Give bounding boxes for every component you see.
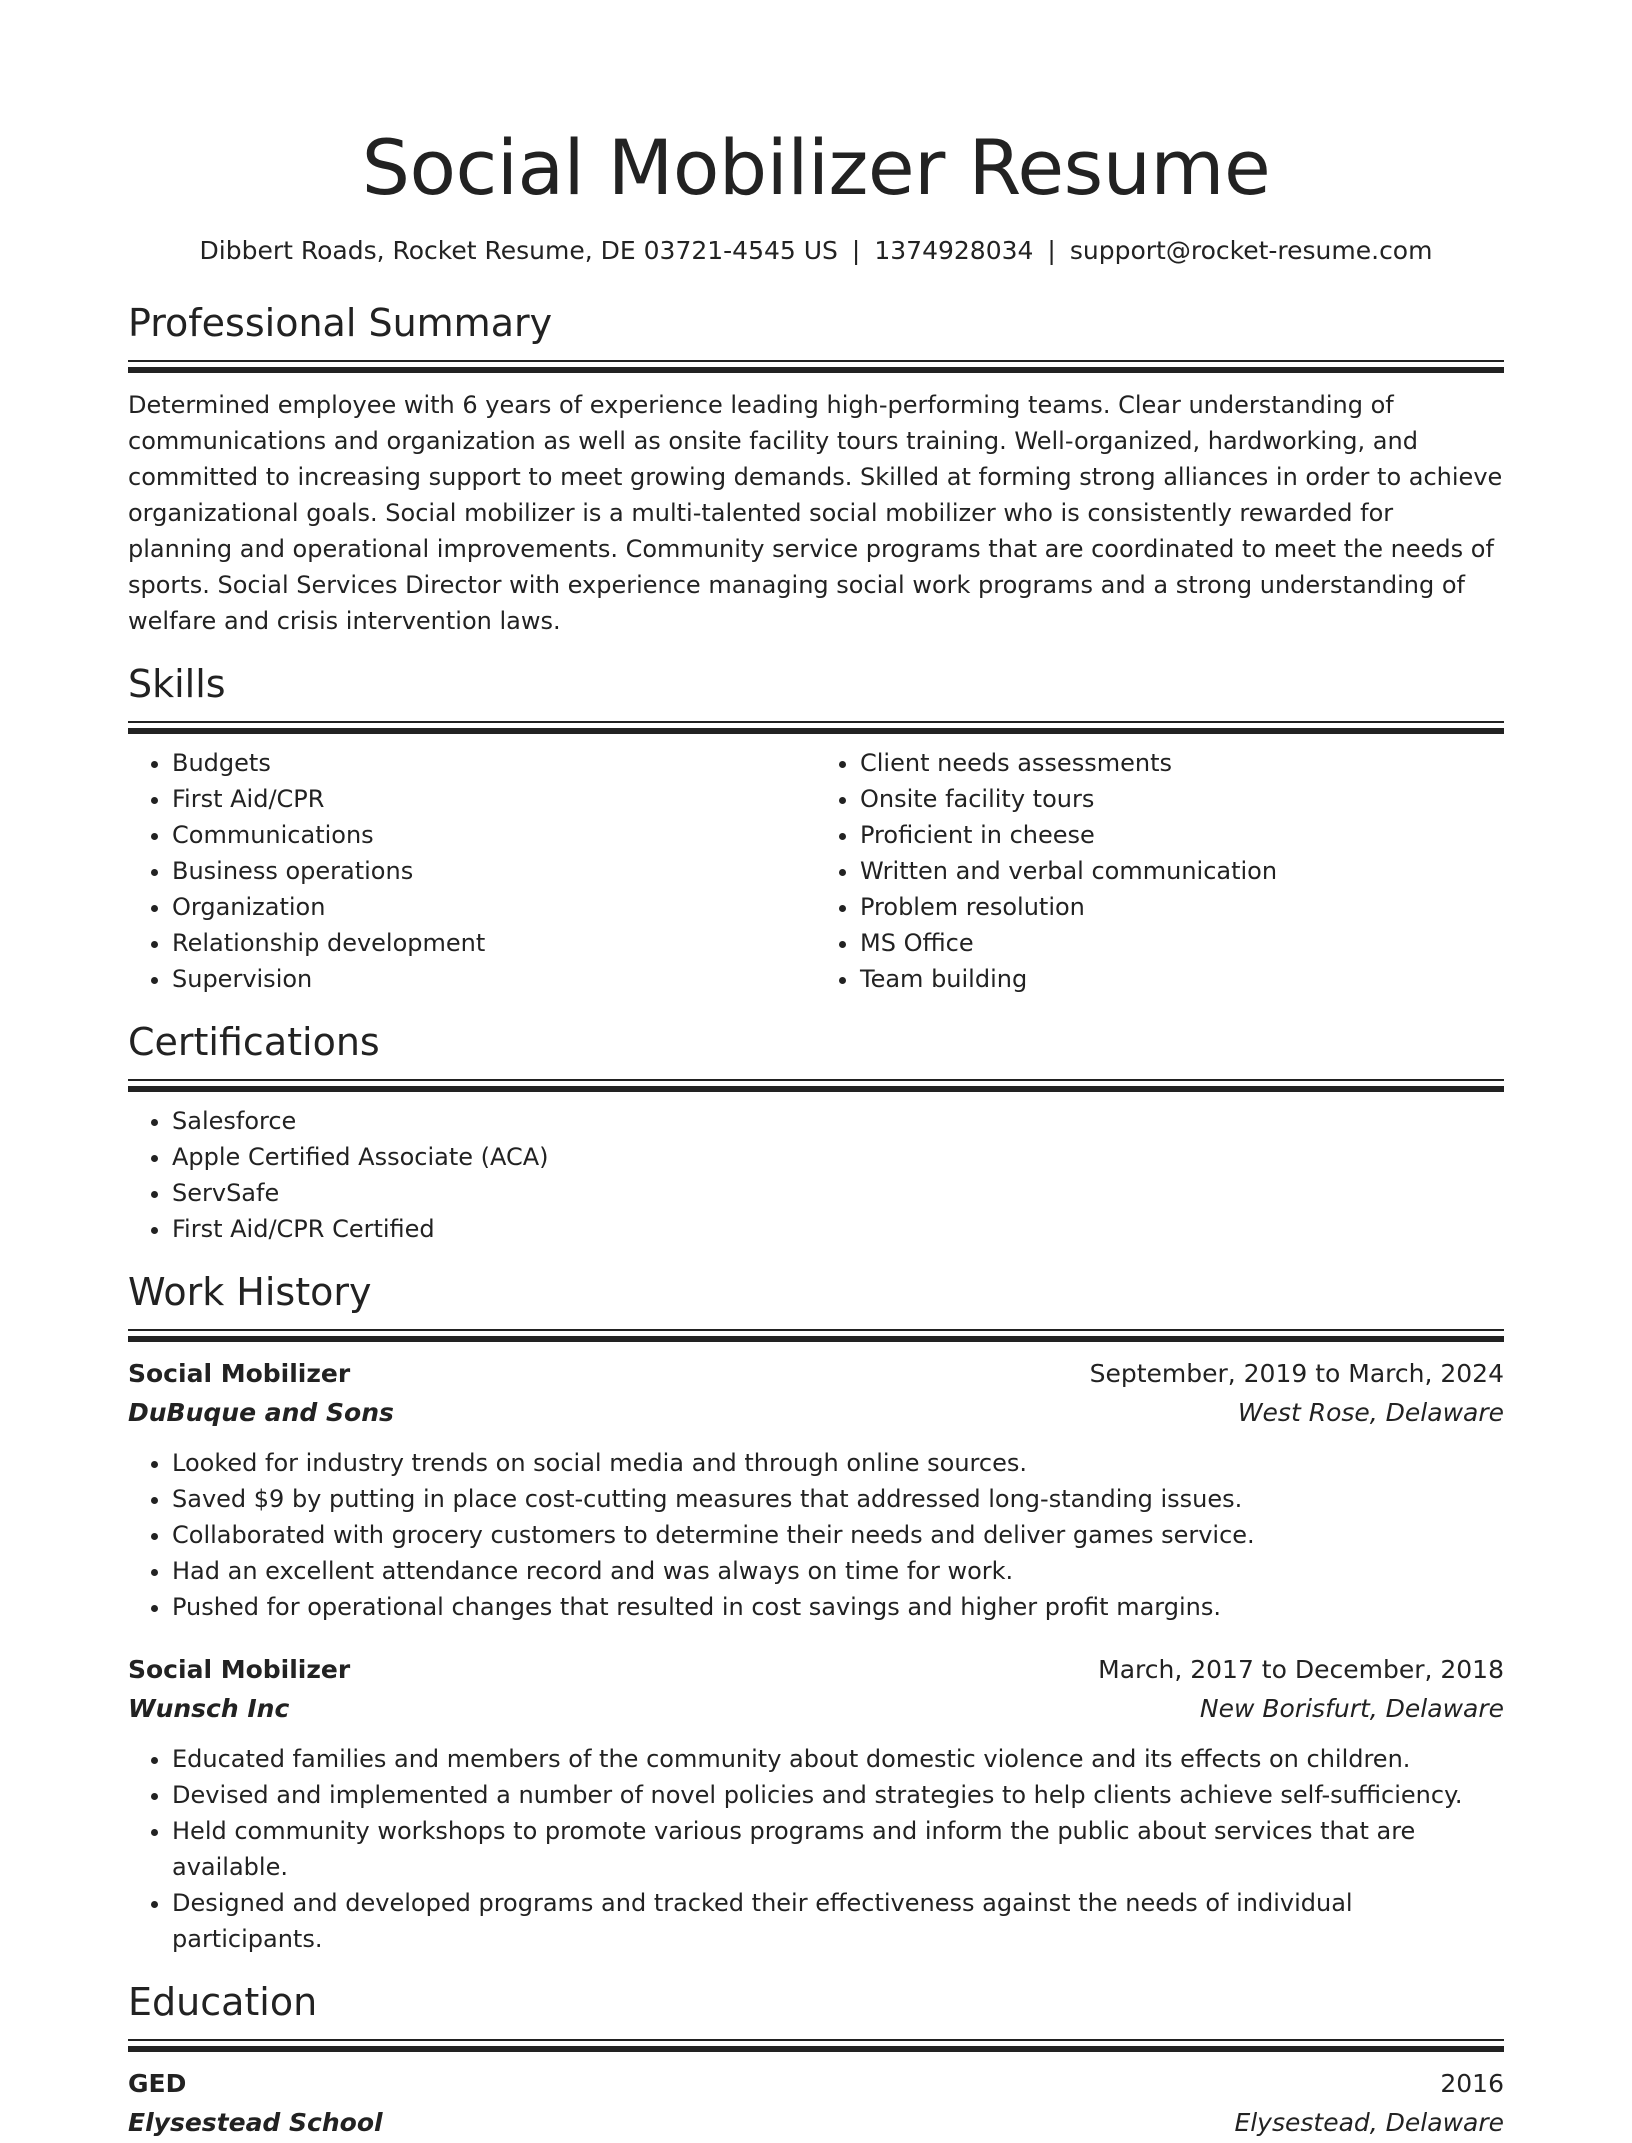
work-history-section [128, 1269, 1504, 1957]
job-entry [128, 1355, 1504, 1625]
certifications-section [128, 1019, 1504, 1247]
skill-item: • First Aid/CPR [172, 781, 816, 817]
skill-item: • Onsite facility tours [860, 781, 1504, 817]
job-bullet-item: • Had an excellent attendance record and was always on time for work. [172, 1553, 1504, 1589]
skills-grid [128, 745, 1504, 997]
education-list [128, 2065, 1504, 2143]
contact-separator: | [1047, 236, 1056, 265]
job-bullet-item: • Looked for industry trends on social media and through online sources. [172, 1445, 1504, 1481]
skill-item: • MS Office [860, 925, 1504, 961]
certifications-list [128, 1103, 1504, 1247]
certification-item: • First Aid/CPR Certified [172, 1211, 1504, 1247]
summary-section [128, 300, 1504, 639]
job-title: Social Mobilizer [128, 1655, 351, 1684]
education-entry [128, 2065, 1504, 2143]
education-header [128, 2065, 1504, 2103]
skills-section [128, 661, 1504, 997]
job-employer: DuBuque and Sons [128, 1398, 394, 1427]
job-dates: September, 2019 to March, 2024 [1089, 1359, 1504, 1388]
contact-line [128, 234, 1504, 268]
section-heading-summary: Professional Summary [128, 301, 553, 345]
job-employer: Wunsch Inc [128, 1694, 290, 1723]
certification-item: • Salesforce [172, 1103, 1504, 1139]
skill-item: • Business operations [172, 853, 816, 889]
job-bullet-item: • Saved $9 by putting in place cost-cutting measures that addressed long-standing issues. [172, 1481, 1504, 1517]
certification-item: • ServSafe [172, 1175, 1504, 1211]
education-school: Elysestead School [128, 2108, 383, 2137]
skill-item: • Budgets [172, 745, 816, 781]
skill-item: • Communications [172, 817, 816, 853]
contact-separator: | [851, 236, 861, 265]
education-year: 2016 [1440, 2069, 1504, 2098]
skill-item: • Client needs assessments [860, 745, 1504, 781]
summary-text: Determined employee with 6 years of experience leading high-performing teams. Clear understanding of communications and organization as well as onsite facility tours training. Well-organized, hardworking, and committed to increasing support to meet growing demands. Skilled at forming strong alliances in order to achieve organizational goals. Social mobilizer is a multi-talented social mobilizer who is consistently rewarded for planning and operational improvements. Community service programs that are coordinated to meet the needs of sports. Social Services Director with experience managing social work programs and a strong understanding of welfare and crisis intervention laws. [128, 391, 1503, 635]
resume-page [128, 0, 1504, 2143]
job-subheader [128, 1393, 1504, 1433]
contact-email[interactable]: support@rocket-resume.com [1069, 236, 1433, 265]
skills-list-right [816, 745, 1504, 997]
skill-item: • Problem resolution [860, 889, 1504, 925]
job-bullet-item: • Designed and developed programs and tracked their effectiveness against the needs of individual participants. [172, 1885, 1504, 1957]
job-entry [128, 1651, 1504, 1957]
section-divider [128, 721, 1504, 733]
skill-item: • Organization [172, 889, 816, 925]
job-dates: March, 2017 to December, 2018 [1098, 1655, 1504, 1684]
section-heading-certifications: Certifications [128, 1020, 380, 1064]
job-bullet-item: • Educated families and members of the community about domestic violence and its effects on children. [172, 1741, 1504, 1777]
skill-item: • Team building [860, 961, 1504, 997]
skills-list-left [128, 745, 816, 997]
job-location: West Rose, Delaware [1237, 1398, 1504, 1427]
skill-item: • Supervision [172, 961, 816, 997]
job-header [128, 1355, 1504, 1393]
section-heading-work-history: Work History [128, 1270, 372, 1314]
job-location: New Borisfurt, Delaware [1199, 1694, 1504, 1723]
job-bullet-item: • Pushed for operational changes that resulted in cost savings and higher profit margins. [172, 1589, 1504, 1625]
education-location: Elysestead, Delaware [1234, 2108, 1504, 2137]
skill-item: • Written and verbal communication [860, 853, 1504, 889]
job-bullet-item: • Held community workshops to promote various programs and inform the public about services that are available. [172, 1813, 1504, 1885]
section-divider [128, 1329, 1504, 1341]
job-bullet-item: • Collaborated with grocery customers to determine their needs and deliver games service. [172, 1517, 1504, 1553]
resume-title: Social Mobilizer Resume [361, 123, 1271, 212]
section-heading-skills: Skills [128, 662, 226, 706]
jobs-list [128, 1355, 1504, 1957]
section-divider [128, 360, 1504, 372]
contact-address: Dibbert Roads, Rocket Resume, DE 03721-4545 US [199, 236, 838, 265]
certification-item: • Apple Certified Associate (ACA) [172, 1139, 1504, 1175]
job-bullets [128, 1445, 1504, 1625]
education-subheader [128, 2103, 1504, 2143]
education-section [128, 1979, 1504, 2143]
skill-item: • Relationship development [172, 925, 816, 961]
section-divider [128, 2039, 1504, 2051]
job-header [128, 1651, 1504, 1689]
section-heading-education: Education [128, 1980, 318, 2024]
education-degree: GED [128, 2069, 187, 2098]
section-divider [128, 1079, 1504, 1091]
job-bullet-item: • Devised and implemented a number of novel policies and strategies to help clients achieve self-sufficiency. [172, 1777, 1504, 1813]
skill-item: • Proficient in cheese [860, 817, 1504, 853]
job-bullets [128, 1741, 1504, 1957]
job-subheader [128, 1689, 1504, 1729]
contact-phone: 1374928034 [874, 236, 1034, 265]
job-title: Social Mobilizer [128, 1359, 351, 1388]
